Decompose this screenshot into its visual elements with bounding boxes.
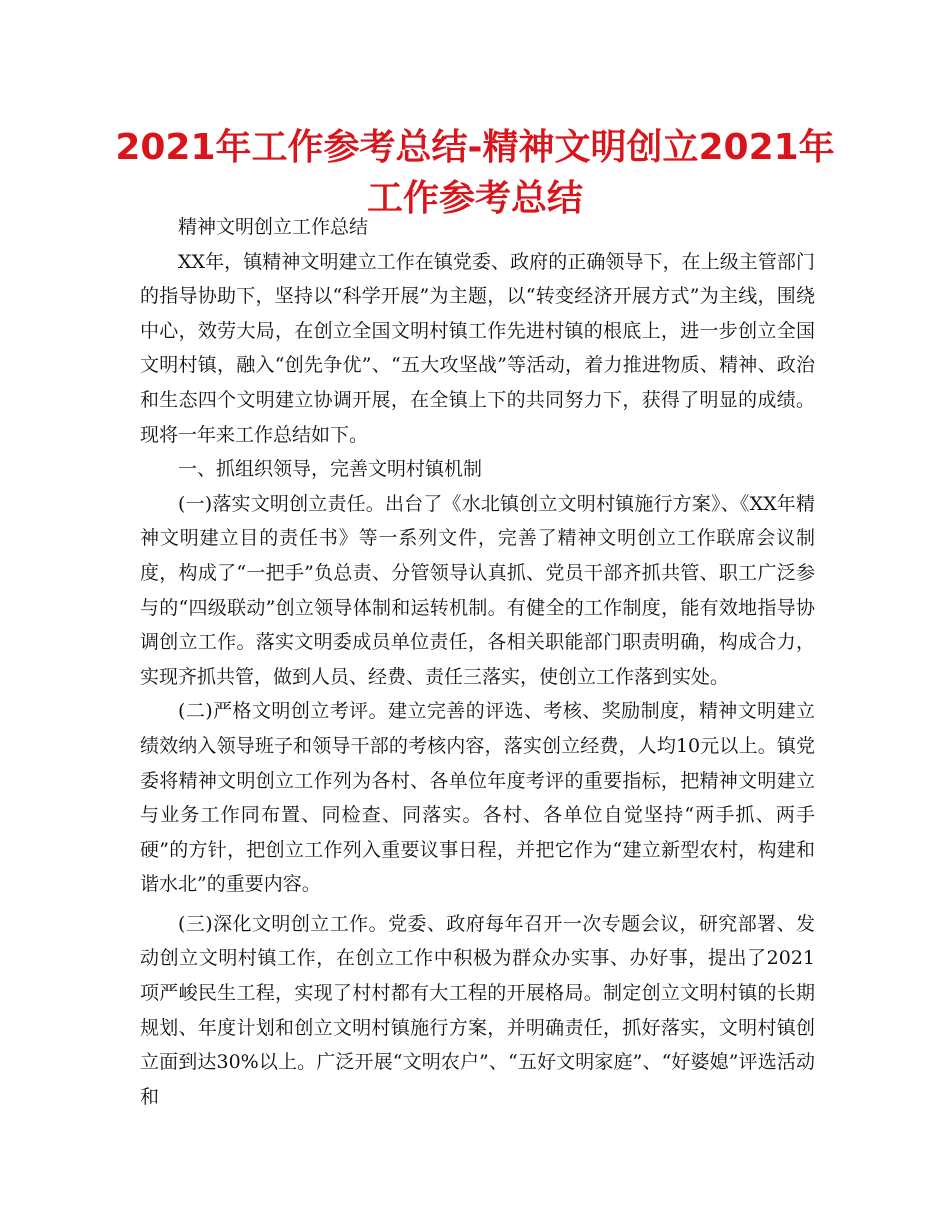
paragraph-subtitle: 精神文明创立工作总结: [178, 216, 369, 238]
paragraph-item-3: (三)深化文明创立工作。党委、政府每年召开一次专题会议，研究部署、发动创立文明村镇工作，在创立工作中积极为群众办实事、办好事，提出了2021项严峻民生工程，实现了村村都有大工程的开展格局。制定创立文明村镇的长期规划、年度计划和创立文明村镇施行方案，并明确责任，抓好落实，文明村镇创立面到达30%以上。广泛开展“文明农户”、“五好文明家庭”、“好婆媳”评选活动和: [140, 912, 815, 1108]
paragraph-item-2: (二)严格文明创立考评。建立完善的评选、考核、奖励制度，精神文明建立绩效纳入领导班子和领导干部的考核内容，落实创立经费，人均10元以上。镇党委将精神文明创立工作列为各村、各单位年度考评的重要指标，把精神文明建立与业务工作同布置、同检查、同落实。各村、各单位自觉坚持“两手抓、两手硬”的方针，把创立工作列入重要议事日程，并把它作为“建立新型农村，构建和谐水北”的重要内容。: [140, 700, 815, 896]
document-title: 2021年工作参考总结-精神文明创立2021年工作参考总结: [115, 127, 835, 219]
paragraph-intro: XX年，镇精神文明建立工作在镇党委、政府的正确领导下，在上级主管部门的指导协助下，坚持以“科学开展”为主题，以“转变经济开展方式”为主线，围绕中心，效劳大局，在创立全国文明村镇工作先进村镇的根底上，进一步创立全国文明村镇，融入“创先争优”、“五大攻坚战”等活动，着力推进物质、精神、政治和生态四个文明建立协调开展，在全镇上下的共同努力下，获得了明显的成绩。现将一年来工作总结如下。: [140, 250, 815, 446]
paragraph-item-1: (一)落实文明创立责任。出台了《水北镇创立文明村镇施行方案》、《XX年精神文明建立目的责任书》等一系列文件，完善了精神文明创立工作联席会议制度，构成了“一把手”负总责、分管领导认真抓、党员干部齐抓共管、职工广泛参与的“四级联动”创立领导体制和运转机制。有健全的工作制度，能有效地指导协调创立工作。落实文明委成员单位责任，各相关职能部门职责明确，构成合力，实现齐抓共管，做到人员、经费、责任三落实，使创立工作落到实处。: [140, 492, 815, 688]
document-body: [140, 210, 815, 1114]
section-heading: 一、抓组织领导，完善文明村镇机制: [178, 458, 483, 481]
